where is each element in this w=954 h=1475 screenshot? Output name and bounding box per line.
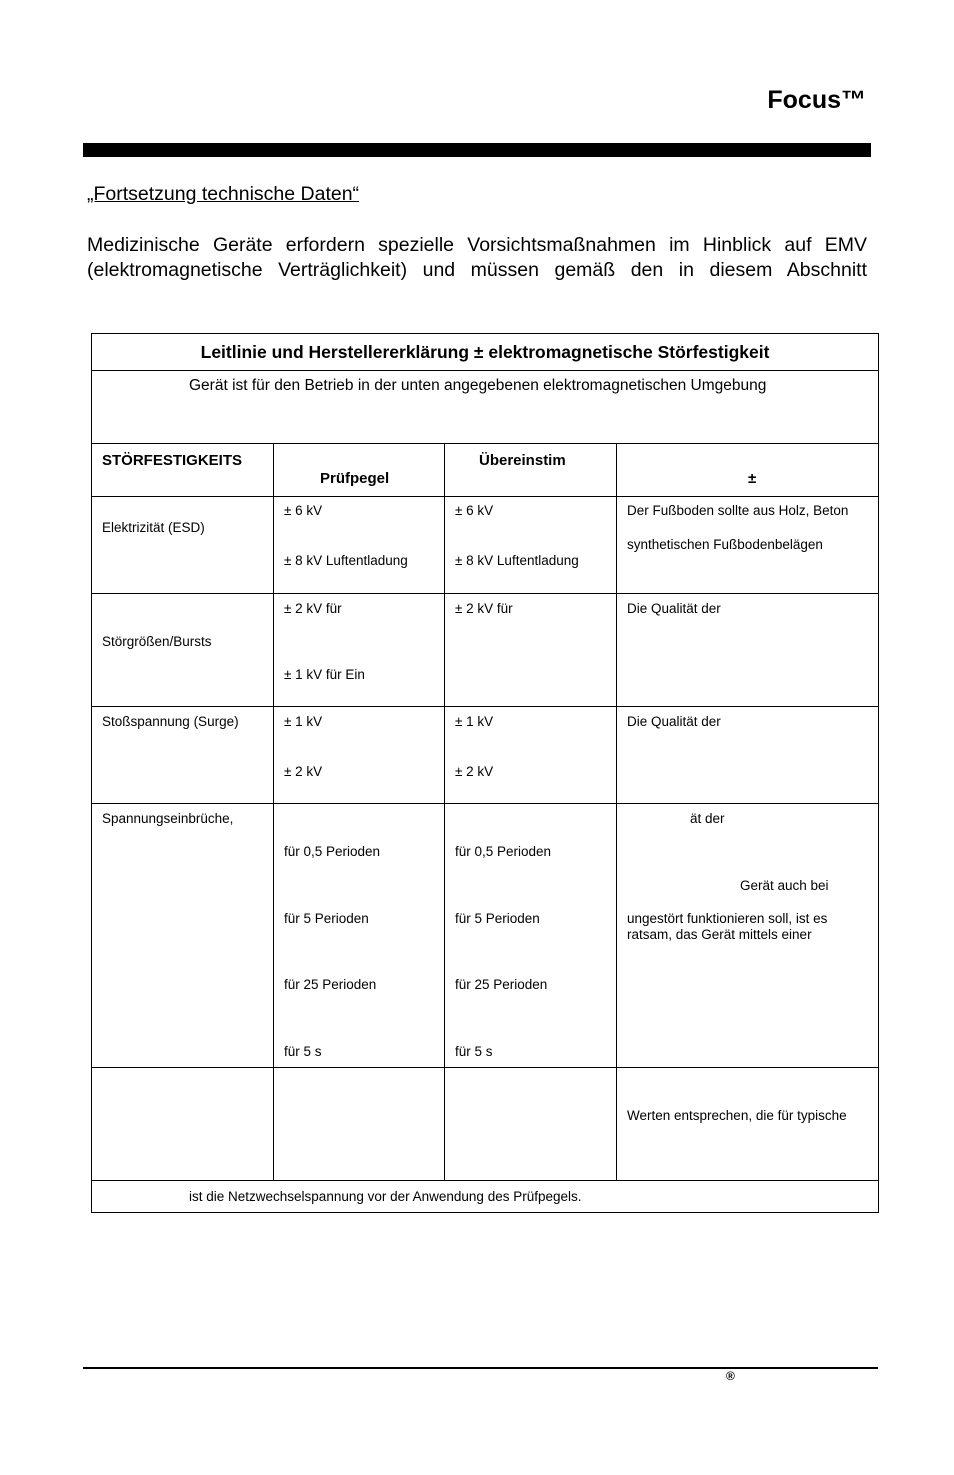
emv-immunity-table <box>91 333 879 1213</box>
table-title: Leitlinie und Herstellererklärung ± elektromagnetische Störfestigkeit <box>92 334 879 371</box>
compliance-value: ± 2 kV für <box>455 601 513 616</box>
environment-text: Gerät ist für den Betrieb in der unten angegebenen elektromagnetischen Umgebung <box>189 377 767 394</box>
guidance-text: Werten entsprechen, die für typische <box>627 1108 847 1123</box>
row-name-cell <box>92 594 274 707</box>
guidance-text: Die Qualität der <box>627 714 721 729</box>
compliance-value: für 0,5 Perioden <box>455 844 552 859</box>
compliance-value: ± 8 kV Luftentladung <box>455 553 579 568</box>
row-name-cell <box>92 497 274 594</box>
guidance-text: ungestört funktionieren soll, ist es <box>627 911 828 926</box>
compliance-cell <box>445 707 617 804</box>
compliance-value: für 25 Perioden <box>455 977 548 992</box>
intro-line-1: Medizinische Geräte erfordern spezielle Vorsichtsmaßnahmen im Hinblick auf EMV <box>87 234 867 256</box>
footnote-text: ist die Netzwechselspannung vor der Anwendung des Prüfpegels. <box>189 1189 582 1204</box>
guidance-text: Der Fußboden sollte aus Holz, Beton <box>627 503 849 518</box>
test-level-value: ± 1 kV für Ein <box>284 667 365 682</box>
compliance-cell <box>445 497 617 594</box>
guidance-text: synthetischen Fußbodenbelägen <box>627 537 823 552</box>
guidance-text: Die Qualität der <box>627 601 721 616</box>
test-level-cell <box>274 707 445 804</box>
table-row <box>92 594 879 707</box>
test-level-value: ± 8 kV Luftentladung <box>284 553 408 568</box>
compliance-cell <box>445 594 617 707</box>
header-col3-label: Übereinstim <box>479 452 566 469</box>
test-level-value: ± 6 kV <box>284 503 323 518</box>
test-level-value: ± 1 kV <box>284 714 323 729</box>
guidance-cell <box>617 594 879 707</box>
compliance-cell <box>445 1068 617 1181</box>
table-row <box>92 804 879 1068</box>
compliance-value: ± 2 kV <box>455 764 494 779</box>
test-level-value: ± 2 kV <box>284 764 323 779</box>
table-row <box>92 1068 879 1181</box>
table-footnote <box>92 1181 879 1213</box>
header-col2-label: Prüfpegel <box>320 470 390 487</box>
test-level-cell <box>274 497 445 594</box>
brand-title: Focus™ <box>767 86 866 114</box>
intro-line-2: (elektromagnetische Verträglichkeit) und müssen gemäß den in diesem Abschnitt <box>87 259 867 281</box>
guidance-cell <box>617 707 879 804</box>
test-level-cell <box>274 594 445 707</box>
guidance-cell <box>617 804 879 1068</box>
test-level-value: für 25 Perioden <box>284 977 377 992</box>
footer-rule <box>83 1367 878 1369</box>
test-level-cell <box>274 1068 445 1181</box>
row-name: Elektrizität (ESD) <box>102 520 205 535</box>
header-test-level <box>274 444 445 497</box>
compliance-value: ± 1 kV <box>455 714 494 729</box>
guidance-text: Gerät auch bei <box>740 878 829 893</box>
table-row <box>92 707 879 804</box>
compliance-value: für 5 s <box>455 1044 493 1059</box>
row-name-cell <box>92 1068 274 1181</box>
intro-paragraph <box>87 233 867 283</box>
header-guidance <box>617 444 879 497</box>
row-name: Spannungseinbrüche, <box>102 811 234 826</box>
header-compliance-level <box>445 444 617 497</box>
test-level-value: für 0,5 Perioden <box>284 844 381 859</box>
compliance-cell <box>445 804 617 1068</box>
guidance-cell <box>617 1068 879 1181</box>
test-level-value: für 5 s <box>284 1044 322 1059</box>
guidance-text: ratsam, das Gerät mittels einer <box>627 927 812 942</box>
row-name-cell <box>92 804 274 1068</box>
header-col1-label: STÖRFESTIGKEITS <box>102 452 243 469</box>
row-name: Störgrößen/Bursts <box>102 634 212 649</box>
test-level-cell <box>274 804 445 1068</box>
compliance-value: für 5 Perioden <box>455 911 540 926</box>
table-header-row <box>92 444 879 497</box>
row-name: Stoßspannung (Surge) <box>102 714 239 729</box>
guidance-cell <box>617 497 879 594</box>
header-rule <box>83 143 871 157</box>
header-col4-label: ± <box>748 470 757 487</box>
guidance-text: ät der <box>690 811 725 826</box>
section-subtitle: „Fortsetzung technische Daten“ <box>87 183 360 205</box>
test-level-value: für 5 Perioden <box>284 911 369 926</box>
registered-mark: ® <box>726 1369 735 1383</box>
test-level-value: ± 2 kV für <box>284 601 342 616</box>
table-row <box>92 497 879 594</box>
header-immunity-test <box>92 444 274 497</box>
row-name-cell <box>92 707 274 804</box>
environment-note <box>92 371 879 444</box>
compliance-value: ± 6 kV <box>455 503 494 518</box>
